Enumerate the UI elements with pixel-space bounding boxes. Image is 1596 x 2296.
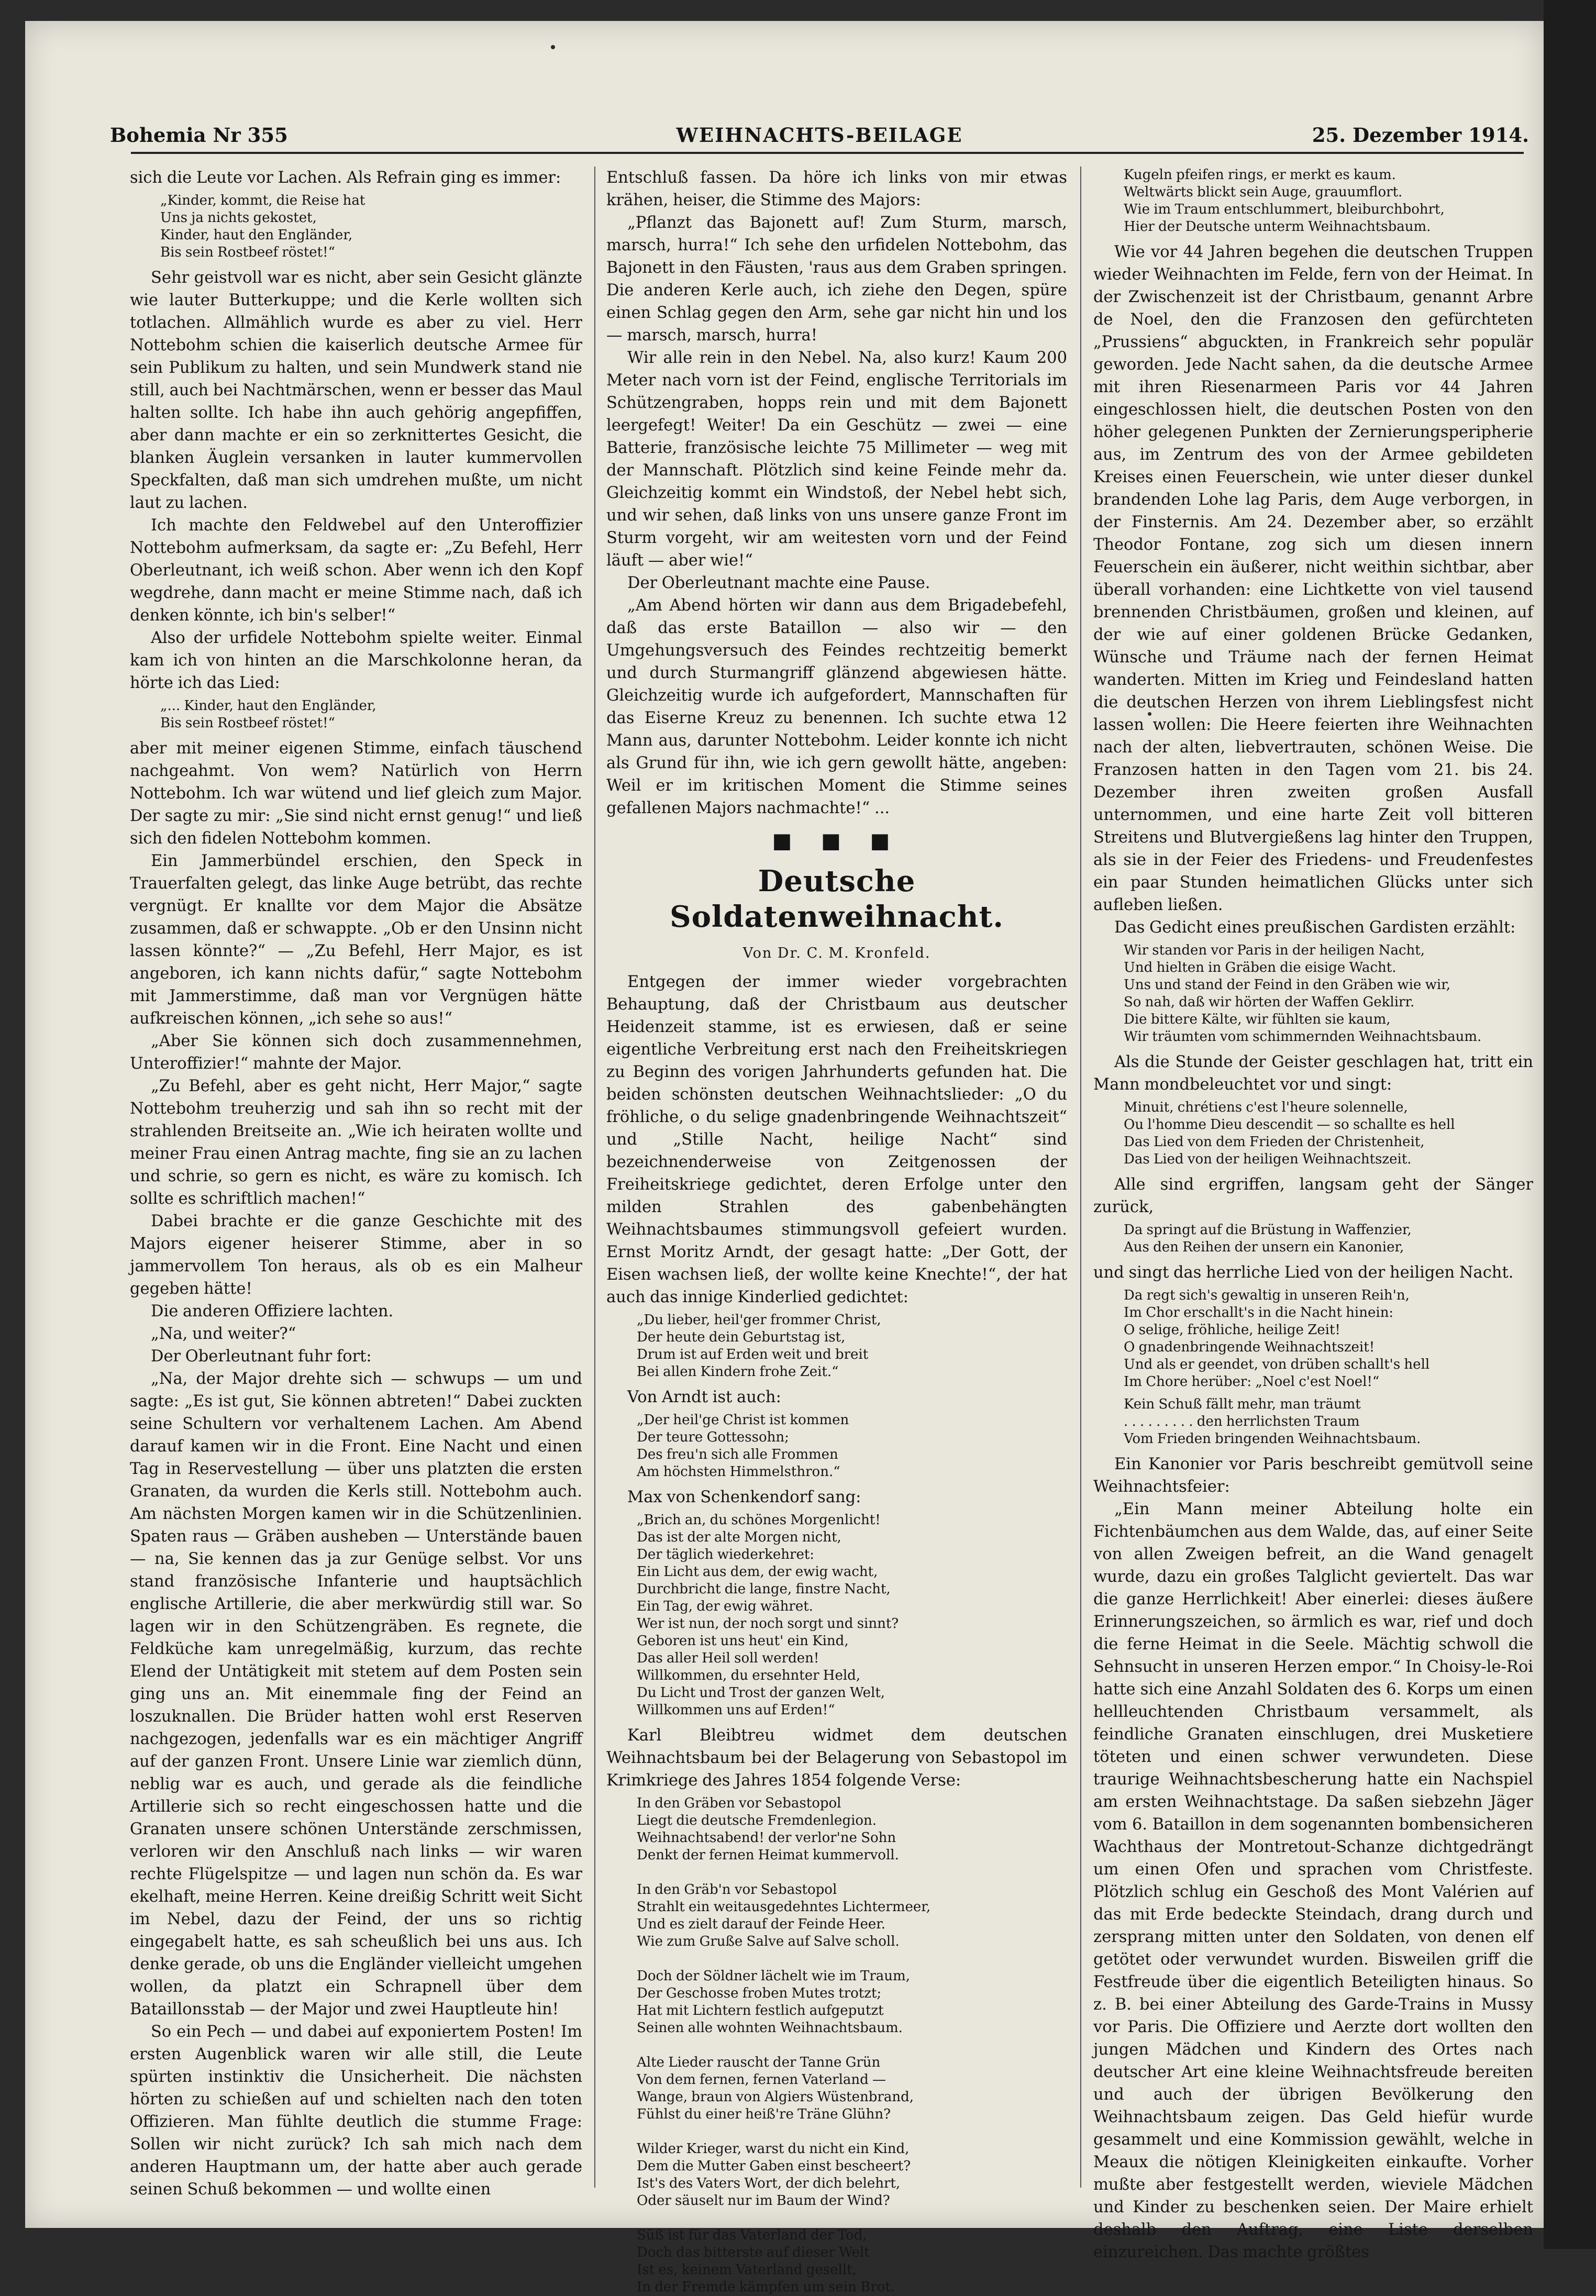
paragraph: Ein Kanonier vor Paris beschreibt gemütvoll seine Weihnachtsfeier: xyxy=(1093,1455,1533,1496)
paragraph: Wie vor 44 Jahren begehen die deutschen Truppen wieder Weihnachten im Felde, fern von der Heimat. In der Zwischenzeit ist der Christbaum, genannt Arbre de Noel, den die Franzosen den gefürchteten „Prussiens“ abguckten, in Frankreich sehr populär geworden. Jede Nacht sahen, da die deutsche Armee mit ihren Riesenarmeen Paris vor 44 Jahren eingeschlossen hielt, die deutschen Posten von den höher gelegenen Punkten der Zernierungsperipherie aus, im Zentrum des von der Armee gebildeten Kreises einen Feuerschein, wie unter dieser dunkel brandenden Lohe lag Paris, dem Auge verborgen, in der Finsternis. Am 24. Dezember aber, so erzählt Theodor Fontane, zog sich um diesen innern Feuerschein ein äußerer, nicht weithin sichtbar, aber überall vorhanden: eine Lichtkette von viel tausend brennenden Christbäumen, großen und kleinen, auf der wie auf einer goldenen Brücke Gedanken, Wünsche und Träume nach der fernen Heimat wanderten. Mitten im Krieg und Feindesland hatten die deutschen Herzen von ihrem Lieblingsfest nicht lassen wollen: Die Heere feierten ihre Weihnachten nach der alten, liebvertrauten, schönen Weise. Die Franzosen hatten in den Tagen vom 21. bis 24. Dezember ihren zweiten großen Ausfall unternommen, und eine harte Zeit voll bitteren Streitens und Blutvergießens lag hinter den Truppen, als sie in der Feier des Friedens- und Freudenfestes ein paar Stunden heimatlichen Glücks unter sich aufleben ließen. xyxy=(1093,243,1533,914)
verse: „Brich an, du schönes Morgenlicht! Das ist der alte Morgen nicht, Der täglich wiederkehret: Ein Licht aus dem, der ewig wacht, Durchbricht die lange, finstre Nacht, Ein Tag, der ewig währet. Wer ist nun, der noch sorgt und sinnt? Geboren ist uns heut' ein Kind, Das aller Heil soll werden! Willkommen, du ersehnter Held, Du Licht und Trost der ganzen Welt, Willkommen uns auf Erden!“ xyxy=(637,1512,899,1718)
verse: Da springt auf die Brüstung in Waffenzier, Aus den Reihen der unsern ein Kanonier, xyxy=(1124,1222,1412,1255)
column-divider xyxy=(594,167,595,2188)
paragraph: Wir alle rein in den Nebel. Na, also kurz! Kaum 200 Meter nach vorn ist der Feind, englische Territorials im Schützengraben, hopps rein und mit dem Bajonett leergefegt! Weiter! Da ein Geschütz — zwei — eine Batterie, französische leichte 75 Millimeter — weg mit der Mannschaft. Plötzlich sind keine Feinde mehr da. Gleichzeitig kommt ein Windstoß, der Nebel hebt sich, und wir sehen, daß links von uns unsere ganze Front im Sturm vorgeht, wir am weitesten vorn und der Feind läuft — aber wie!“ xyxy=(606,349,1067,570)
paragraph: „Aber Sie können sich doch zusammennehmen, Unteroffizier!“ mahnte der Major. xyxy=(130,1032,582,1073)
column-2 xyxy=(606,167,1067,2295)
section-separator: ■ ■ ■ xyxy=(772,829,902,853)
paragraph: „Na, und weiter?“ xyxy=(151,1325,296,1343)
paragraph: Ich machte den Feldwebel auf den Unteroffizier Nottebohm aufmerksam, da sagte er: „Zu Befehl, Herr Oberleutnant, ich weiß schon. Aber wenn ich den Kopf wegdrehe, dann macht er meine Stimme nach, daß ich denken könnte, ich bin's selber!“ xyxy=(130,516,582,625)
paragraph: „Na, der Major drehte sich — schwups — um und sagte: „Es ist gut, Sie können abtreten!“ Dabei zuckten seine Schultern vor verhaltenem Lachen. Am Abend darauf kamen wir in die Front. Eine Nacht und einen Tag in Reservestellung — über uns platzten die ersten Granaten, da wurden die Kerls still. Nottebohm auch. Am nächsten Morgen kamen wir in die Schützenlinien. Spaten raus — Gräben ausheben — Unterstände bauen — na, Sie kennen das ja zur Genüge selbst. Vor uns stand französische Infanterie und hauptsächlich englische Artillerie, die aber merkwürdig still war. So lagen wir in den Schützengräben. Es regnete, die Feldküche kam unregelmäßig, kurzum, das rechte Elend der Untätigkeit mit stetem auf dem Posten sein ging uns an. Mit einemmale fing der Feind an loszuknallen. Die Brüder hatten wohl erst Reserven nachgezogen, jedenfalls war es ein mächtiger Angriff auf der ganzen Front. Unsere Linie war ziemlich dünn, neblig war es auch, und gerade als die feindliche Artillerie sich so recht eingeschossen hatte und die Granaten unsere schönen Unterstände zerschmissen, verloren wir den Anschluß nach links — wir waren rechte Flügelspitze — und lagen nun schön da. Es war ekelhaft, meine Herren. Keine dreißig Schritt weit Sicht im Nebel, dazu der Feind, der uns so richtig eingegabelt hatte, es sah scheußlich bei uns aus. Ich denke gerade, ob uns die Engländer vielleicht umgehen wollen, da platzt ein Schrapnell über dem Bataillonsstab — der Major und zwei Hauptleute hin! xyxy=(130,1370,582,2018)
header-rule xyxy=(131,152,1524,154)
paragraph: Die anderen Offiziere lachten. xyxy=(151,1302,394,1321)
paragraph: Der Oberleutnant machte eine Pause. xyxy=(627,574,930,592)
scan-edge xyxy=(1544,0,1596,2249)
paragraph: „Pflanzt das Bajonett auf! Zum Sturm, marsch, marsch, hurra!“ Ich sehe den urfidelen Nottebohm, das Bajonett in den Fäusten, 'raus aus dem Graben springen. Die anderen Kerle auch, ich ziehe den Degen, spüre einen Schlag gegen den Arm, sehe gar nicht hin und los — marsch, marsch, hurra! xyxy=(606,214,1067,345)
paragraph: Entgegen der immer wieder vorgebrachten Behauptung, daß der Christbaum aus deutscher Heidenzeit stamme, ist es erwiesen, daß er seine eigentliche Verbreitung erst nach den Freiheitskriegen zu Beginn des vorigen Jahrhunderts gefunden hat. Die beiden schönsten deutschen Weihnachtslieder: „O du fröhliche, o du selige gnadenbringende Weihnachtszeit“ und „Stille Nacht, heilige Nacht“ sind bezeichnenderweise von Zeitgenossen der Freiheitskriege gedichtet, deren Erfolge unter den milden Strahlen des gabenbehängten Weihnachtsbaumes stimmungsvoll gefeiert wurden. Ernst Moritz Arndt, der gesagt hatte: „Der Gott, der Eisen wachsen ließ, der wollte keine Knechte!“, der hat auch das innige Kinderlied gedichtet: xyxy=(606,973,1067,1306)
paragraph: Ein Jammerbündel erschien, den Speck in Trauerfalten gelegt, das linke Auge betrübt, das rechte vergnügt. Er knallte vor dem Major die Absätze zusammen, daß er schwappte. „Ob er den Unsinn nicht lassen könnte?“ — „Zu Befehl, Herr Major, es ist angeboren, ich kann nichts dafür,“ sagte Nottebohm mit Jammerstimme, daß man vor Vergnügen hätte aufkreischen können, „ich sehe so aus!“ xyxy=(130,852,582,1028)
column-divider xyxy=(1080,167,1081,2188)
paragraph: Von Arndt ist auch: xyxy=(627,1388,781,1406)
verse: Minuit, chrétiens c'est l'heure solennelle, Ou l'homme Dieu descendit — so schallte es hell Das Lied von dem Frieden der Christenheit, Das Lied von der heiligen Weihnachtszeit. xyxy=(1124,1100,1455,1167)
verse: In den Gräben vor Sebastopol Liegt die deutsche Fremdenlegion. Weihnachtsabend! der verlor'ne Sohn Denkt der fernen Heimat kummervoll. In den Gräb'n vor Sebastopol Strahlt ein weitausgedehntes Lichtermeer, Und es zielt darauf der Feinde Heer. Wie zum Gruße Salve auf Salve scholl. Doch der Söldner lächelt wie im Traum, Der Geschosse froben Mutes trotzt; Hat mit Lichtern festlich aufgeputzt Seinen alle wohnten Weihnachtsbaum. Alte Lieder rauscht der Tanne Grün Von dem fernen, fernen Vaterland — Wange, braun von Algiers Wüstenbrand, Fühlst du einer heiß're Träne Glühn? Wilder Krieger, warst du nicht ein Kind, Dem die Mutter Gaben einst bescheert? Ist's des Vaters Wort, der dich belehrt, Oder säuselt nur im Baum der Wind? Süß ist für das Vaterland der Tod, Doch das bitterste auf dieser Welt Ist es, keinem Vaterland gesellt, In der Fremde kämpfen um sein Brot. xyxy=(637,1795,931,2295)
paragraph: Max von Schenkendorf sang: xyxy=(627,1488,861,1506)
header-date: 25. Dezember 1914. xyxy=(1312,124,1529,147)
speck xyxy=(551,45,555,49)
paragraph: Entschluß fassen. Da höre ich links von mir etwas krähen, heiser, die Stimme des Majors: xyxy=(606,169,1067,209)
verse: „Der heil'ge Christ ist kommen Der teure Gottessohn; Des freu'n sich alle Frommen Am höchsten Himmelsthron.“ xyxy=(637,1412,849,1480)
paragraph: Sehr geistvoll war es nicht, aber sein Gesicht glänzte wie lauter Butterkuppe; und die Kerle wollten sich totlachen. Allmählich wurde es aber zu viel. Herr Nottebohm schien die kaiserlich deutsche Armee für sein Publikum zu halten, und sein Mundwerk stand nie still, auch bei Nachtmärschen, wenn er besser das Maul halten sollte. Ich habe ihn auch gehörig angepfiffen, aber dann machte er ein so zerknittertes Gesicht, die blanken Äuglein versanken in lauter kummervollen Speckfalten, daß man sich umdrehen mußte, um nicht laut zu lachen. xyxy=(130,269,582,512)
article-author: Von Dr. C. M. Kronfeld. xyxy=(742,945,931,961)
paragraph: Der Oberleutnant fuhr fort: xyxy=(151,1347,372,1366)
column-3 xyxy=(1093,167,1533,2261)
paragraph: und singt das herrliche Lied von der heiligen Nacht. xyxy=(1093,1263,1514,1282)
paragraph: Also der urfidele Nottebohm spielte weiter. Einmal kam ich von hinten an die Marschkolonne heran, da hörte ich das Lied: xyxy=(130,629,582,692)
paragraph: sich die Leute vor Lachen. Als Refrain ging es immer: xyxy=(130,169,561,187)
paragraph: So ein Pech — und dabei auf exponiertem Posten! Im ersten Augenblick waren wir alle still, die Leute spürten instinktiv die Unsicherheit. Die nächsten hörten zu schießen auf und schielten nach den toten Offizieren. Man fühlte deutlich die stumme Frage: Sollen wir nicht zurück? Ich sah mich nach dem anderen Hauptmann um, der hatte aber auch gerade seinen Schuß bekommen — und wollte einen xyxy=(130,2023,582,2199)
paragraph: Alle sind ergriffen, langsam geht der Sänger zurück, xyxy=(1093,1175,1533,1216)
verse: Kein Schuß fällt mehr, man träumt . . . . . . . . . den herrlichsten Traum Vom Frieden bringenden Weihnachtsbaum. xyxy=(1124,1396,1421,1447)
paragraph: „Zu Befehl, aber es geht nicht, Herr Major,“ sagte Nottebohm treuherzig und sah ihn so recht mit der strahlenden Breitseite an. „Wie ich heiraten wollte und meiner Frau einen Antrag machte, fing sie an zu lachen und schrie, so gern es nicht, es wäre zu komisch. Ich sollte es schriftlich machen!“ xyxy=(130,1077,582,1208)
paragraph: „Am Abend hörten wir dann aus dem Brigadebefehl, daß das erste Bataillon — also wir — den Umgehungsversuch des Feindes rechtzeitig bemerkt und durch Sturmangriff glänzend abgewiesen hätte. Gleichzeitig wurde ich aufgefordert, Mannschaften für das Eiserne Kreuz zu benennen. Ich suchte etwa 12 Mann aus, darunter Nottebohm. Leider konnte ich nicht als Grund für ihn, wie ich gern gewollt hätte, angeben: Weil er im kritischen Moment die Stimme seines gefallenen Majors nachmachte!“ ... xyxy=(606,596,1067,817)
paragraph: aber mit meiner eigenen Stimme, einfach täuschend nachgeahmt. Von wem? Natürlich von Herrn Nottebohm. Ich war wütend und lief gleich zum Major. Der sagte zu mir: „Sie sind nicht ernst genug!“ und ließ sich den fidelen Nottebohm kommen. xyxy=(130,739,582,848)
verse: „Kinder, kommt, die Reise hat Uns ja nichts gekostet, Kinder, haut den Engländer, Bis sein Rostbeef röstet!“ xyxy=(160,193,365,260)
verse: „... Kinder, haut den Engländer, Bis sein Rostbeef röstet!“ xyxy=(160,698,376,731)
paragraph: Karl Bleibtreu widmet dem deutschen Weihnachtsbaum bei der Belagerung von Sebastopol im Krimkriege des Jahres 1854 folgende Verse: xyxy=(606,1726,1067,1790)
paragraph: Als die Stunde der Geister geschlagen hat, tritt ein Mann mondbeleuchtet vor und singt: xyxy=(1093,1053,1533,1094)
page-header xyxy=(110,124,1529,148)
verse: Wir standen vor Paris in der heiligen Nacht, Und hielten in Gräben die eisige Wacht. Uns und stand der Feind in den Gräben wie wir, So nah, daß wir hörten der Waffen Geklirr. Die bittere Kälte, wir fühlten sie kaum, Wir träumten vom schimmernden Weihnachtsbaum. xyxy=(1124,942,1482,1045)
column-1 xyxy=(130,167,582,2199)
verse: Kugeln pfeifen rings, er merkt es kaum. Weltwärts blickt sein Auge, grauumflort. Wie im Traum entschlummert, bleiburchbohrt, Hier der Deutsche unterm Weihnachtsbaum. xyxy=(1124,167,1445,235)
paragraph: „Ein Mann meiner Abteilung holte ein Fichtenbäumchen aus dem Walde, das, auf einer Seite von allen Zweigen befreit, an die Wand genagelt wurde, dazu ein großes Talglicht geviertelt. Das war die ganze Herrlichkeit! Aber einerlei: dieses äußere Erinnerungszeichen, so ärmlich es war, rief und doch die ferne Heimat in die Seele. Mächtig schwoll die Sehnsucht in unseren Herzen empor.“ In Choisy-le-Roi hatte sich eine Anzahl Soldaten des 6. Korps um einen hellleuchtenden Christbaum versammelt, als feindliche Granaten einschlugen, drei Musketiere töteten und einen schwer verwundeten. Diese traurige Weihnachtsbescherung hatte ein Nachspiel am ersten Weihnachtstage. Da saßen siebzehn Jäger vom 6. Bataillon in dem sogenannten bombensicheren Wachthaus der Montretout-Schanze dichtgedrängt um einen Ofen und sprachen vom Christfeste. Plötzlich schlug ein Geschoß des Mont Valérien auf das mit Erde bedeckte Steindach, drang durch und zersprang mitten unter den Soldaten, von denen elf getötet oder verwundet wurden. Bisweilen griff die Festfreude über die eigentlich Beteiligten hinaus. So z. B. bei einer Abteilung des Garde-Trains in Mussy vor Paris. Die Offiziere und Aerzte dort wollten den jungen Mädchen und Kindern des Ortes nach deutscher Art eine kleine Weihnachtsfreude bereiten und auch der übrigen Bevölkerung den Weihnachtsbaum zeigen. Das Geld hiefür wurde gesammelt und eine Kommission gewählt, welche in Meaux die nötigen Kleinigkeiten einkaufte. Vorher mußte aber festgestellt werden, wieviele Mädchen und Kinder zu beschenken seien. Der Maire erhielt deshalb den Auftrag, eine Liste derselben einzureichen. Das machte größtes xyxy=(1093,1500,1533,2261)
paragraph: Dabei brachte er die ganze Geschichte mit des Majors eigener heiserer Stimme, aber in so jammervollem Ton heraus, als ob es ein Malheur gegeben hätte! xyxy=(130,1212,582,1298)
header-issue: Bohemia Nr 355 xyxy=(110,124,288,147)
header-section-title: WEIHNACHTS-BEILAGE xyxy=(676,124,963,147)
verse: „Du lieber, heil'ger frommer Christ, Der heute dein Geburtstag ist, Drum ist auf Erden weit und breit Bei allen Kindern frohe Zeit.“ xyxy=(637,1312,881,1380)
article-title: Deutsche Soldatenweihnacht. xyxy=(670,864,1004,934)
paragraph: Das Gedicht eines preußischen Gardisten erzählt: xyxy=(1114,918,1516,937)
verse: Da regt sich's gewaltig in unseren Reih'n, Im Chor erschallt's in die Nacht hinein: O selige, fröhliche, heilige Zeit! O gnadenbringende Weihnachtszeit! Und als er geendet, von drüben schallt's hell Im Chore herüber: „Noel c'est Noel!“ xyxy=(1124,1288,1430,1390)
